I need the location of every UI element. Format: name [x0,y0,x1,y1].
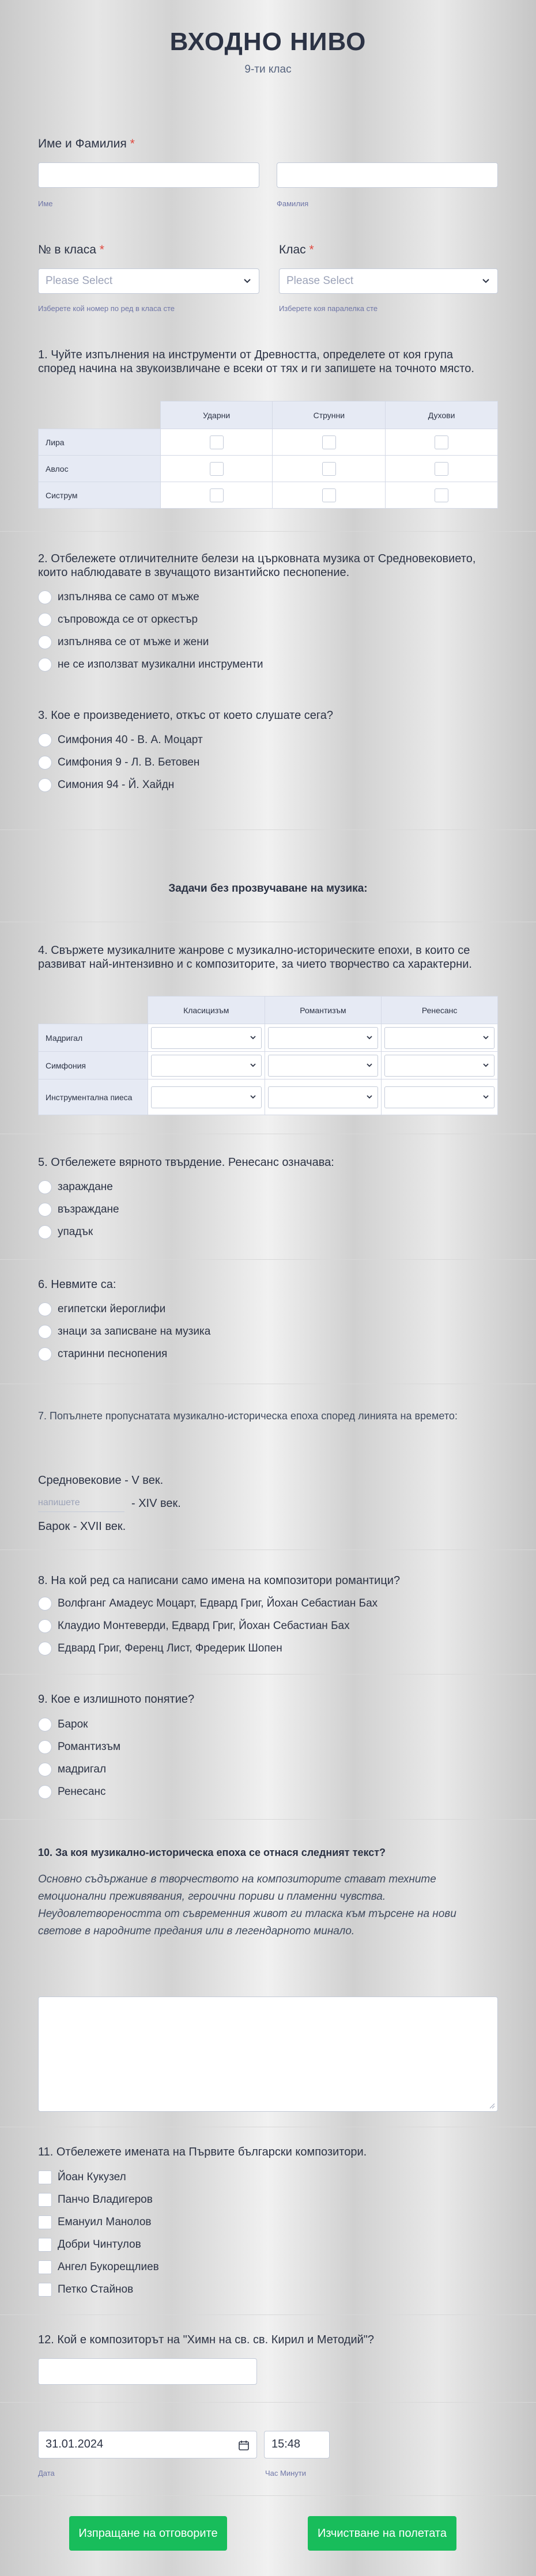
matrix-checkbox[interactable] [210,488,224,502]
matrix-dropdown[interactable] [268,1027,379,1049]
timeline-line-2-suffix: - XIV век. [131,1497,181,1510]
chevron-down-icon [243,276,252,285]
matrix-dropdown[interactable] [151,1055,262,1077]
checkbox[interactable] [38,2215,52,2229]
date-input[interactable]: 31.01.2024 [38,2431,257,2458]
radio-button[interactable] [38,1740,52,1754]
radio-button[interactable] [38,658,52,672]
matrix-row-header: Инструментална пиеса [39,1079,148,1115]
radio-button[interactable] [38,1597,52,1611]
time-input[interactable]: 15:48 [264,2431,330,2458]
section-divider [0,1259,536,1260]
radio-button[interactable] [38,1619,52,1633]
question-10-text: 10. За коя музикално-историческа епоха се отнася следният текст? [38,1847,386,1858]
checkbox[interactable] [38,2260,52,2274]
section-divider [0,2495,536,2496]
class-number-select[interactable]: Please Select [38,268,259,294]
chevron-down-icon [366,1062,373,1069]
question-11-text: 11. Отбележете имената на Първите български композитори. [38,2146,367,2158]
timeline-line-1: Средновековие - V век. [38,1474,164,1487]
radio-button[interactable] [38,1642,52,1656]
radio-button[interactable] [38,1325,52,1339]
submit-button[interactable]: Изпращане на отговорите [69,2516,227,2551]
matrix-checkbox[interactable] [435,488,448,502]
matrix-checkbox[interactable] [435,462,448,476]
chevron-down-icon [366,1093,373,1100]
matrix-column-header: Класицизъм [148,997,265,1024]
matrix-row-header: Систрум [39,482,161,509]
checkbox[interactable] [38,2193,52,2207]
checkbox[interactable] [38,2283,52,2297]
matrix-checkbox[interactable] [322,462,336,476]
matrix-checkbox[interactable] [210,435,224,449]
radio-option-label: мадригал [58,1763,107,1775]
matrix-column-header: Струнни [273,401,386,429]
matrix-row-header: Авлос [39,456,161,482]
radio-option-label: Романтизъм [58,1741,121,1753]
radio-option-label: зараждане [58,1181,113,1193]
question-7-text: 7. Попълнете пропуснатата музикално-историческа епоха според линията на времето: [38,1410,458,1422]
class-letter-sublabel: Изберете коя паралелка сте [279,304,378,313]
class-letter-label: Клас * [279,243,314,256]
checkbox-option-label: Панчо Владигеров [58,2194,153,2206]
class-letter-select[interactable]: Please Select [279,268,498,294]
calendar-icon[interactable] [238,2439,250,2451]
matrix-checkbox[interactable] [210,462,224,476]
checkbox-option-label: Добри Чинтулов [58,2238,141,2251]
radio-button[interactable] [38,613,52,627]
matrix-dropdown[interactable] [384,1027,495,1049]
radio-option-label: старинни песнопения [58,1348,168,1360]
section-divider [0,531,536,532]
section-heading: Задачи без прозвучаване на музика: [168,882,368,895]
section-divider [0,829,536,830]
radio-button[interactable] [38,1180,52,1194]
question-3-text: 3. Кое е произведението, откъс от което слушате сега? [38,709,333,722]
checkbox-option-label: Ангел Букорещлиев [58,2261,159,2273]
radio-option-label: изпълнява се от мъже и жени [58,636,209,648]
section-divider [0,2314,536,2315]
radio-option-label: знаци за записване на музика [58,1325,211,1338]
radio-option-label: съпровожда се от оркестър [58,613,198,626]
radio-button[interactable] [38,1718,52,1732]
checkbox-option-label: Емануил Манолов [58,2216,152,2228]
question-4-matrix [38,996,498,1115]
class-number-label: № в класа * [38,243,104,256]
matrix-column-header: Ударни [160,401,273,429]
radio-button[interactable] [38,1785,52,1799]
timeline-blank-input[interactable]: напишете [38,1494,124,1512]
radio-button[interactable] [38,1225,52,1239]
form-subtitle: 9-ти клас [244,63,292,75]
question-1-matrix [38,401,498,509]
radio-option-label: Едвард Григ, Ференц Лист, Фредерик Шопен [58,1642,282,1654]
class-number-sublabel: Изберете кой номер по ред в класа сте [38,304,175,313]
clear-button[interactable]: Изчистване на полетата [308,2516,456,2551]
date-sublabel: Дата [38,2469,55,2477]
section-divider [0,1674,536,1675]
question-1-text: 1. Чуйте изпълнения на инструменти от Древността, определете от коя група според начина на звукоизвличане е всеки от тях и ги запишете на точното място. [38,348,474,375]
chevron-down-icon [482,1093,489,1100]
radio-option-label: Клаудио Монтеверди, Едвард Григ, Йохан Себастиан Бах [58,1620,350,1632]
radio-option-label: египетски йероглифи [58,1303,166,1315]
radio-option-label: Симония 94 - Й. Хайдн [58,779,175,791]
timeline-line-3: Барок - XVII век. [38,1520,126,1533]
question-8-text: 8. На кой ред са написани само имена на композитори романтици? [38,1574,401,1587]
radio-option-label: възраждане [58,1203,119,1215]
radio-button[interactable] [38,756,52,770]
radio-button[interactable] [38,590,52,604]
matrix-row-header: Симфония [39,1052,148,1079]
resize-handle-icon[interactable] [489,2103,495,2109]
matrix-checkbox[interactable] [435,435,448,449]
question-5-text: 5. Отбележете вярното твърдение. Ренесанс означава: [38,1156,334,1169]
matrix-dropdown[interactable] [268,1055,379,1077]
first-name-sublabel: Име [38,199,53,208]
answer-textarea[interactable] [38,1997,498,2112]
matrix-dropdown[interactable] [384,1086,495,1108]
name-label: Име и Фамилия * [38,137,135,150]
radio-button[interactable] [38,1203,52,1217]
question-12-text: 12. Кой е композиторът на "Химн на св. св. Кирил и Методий"? [38,2333,375,2346]
chevron-down-icon [250,1093,256,1100]
section-divider [0,2402,536,2403]
checkbox[interactable] [38,2170,52,2184]
radio-option-label: изпълнява се само от мъже [58,591,199,603]
matrix-checkbox[interactable] [322,435,336,449]
radio-option-label: Барок [58,1718,88,1730]
matrix-dropdown[interactable] [151,1086,262,1108]
radio-option-label: Ренесанс [58,1786,106,1798]
chevron-down-icon [482,1034,489,1041]
radio-option-label: упадък [58,1226,93,1238]
checkbox[interactable] [38,2238,52,2252]
chevron-down-icon [482,1062,489,1069]
matrix-column-header: Духови [386,401,498,429]
first-name-input[interactable] [38,162,259,188]
matrix-column-header: Ренесанс [382,997,498,1024]
radio-option-label: Симфония 40 - В. А. Моцарт [58,734,203,746]
time-sublabel: Час Минути [265,2469,306,2477]
form-title: ВХОДНО НИВО [169,28,367,56]
question-10-quote: Основно съдържание в творчеството на композиторите стават техните емоционални преживявания, героични пориви и пламенни чувства. Неудовлетвореността от съвременния живот ги тласка към търсене на нови светове в народните предания или в легендарното минало. [38,1873,456,1937]
chevron-down-icon [366,1034,373,1041]
radio-option-label: Волфганг Амадеус Моцарт, Едвард Григ, Йохан Себастиан Бах [58,1597,378,1609]
radio-button[interactable] [38,635,52,649]
chevron-down-icon [481,276,490,285]
radio-option-label: не се използват музикални инструменти [58,658,263,670]
question-4-text: 4. Свържете музикалните жанрове с музикално-историческите епохи, в които се развиват най-интензивно и с композиторите, за чието творчество са характерни. [38,944,472,971]
radio-button[interactable] [38,1347,52,1361]
matrix-row-header: Лира [39,429,161,456]
matrix-checkbox[interactable] [322,488,336,502]
last-name-input[interactable] [277,162,498,188]
chevron-down-icon [250,1062,256,1069]
matrix-row-header: Мадригал [39,1024,148,1052]
question-6-text: 6. Невмите са: [38,1278,116,1291]
radio-button[interactable] [38,1763,52,1776]
matrix-dropdown[interactable] [151,1027,262,1049]
chevron-down-icon [250,1034,256,1041]
radio-button[interactable] [38,778,52,792]
radio-button[interactable] [38,733,52,747]
section-divider [0,1819,536,1820]
last-name-sublabel: Фамилия [277,199,309,208]
matrix-dropdown[interactable] [384,1055,495,1077]
checkbox-option-label: Йоан Кукузел [58,2171,126,2183]
radio-option-label: Симфония 9 - Л. В. Бетовен [58,756,200,768]
checkbox-option-label: Петко Стайнов [58,2283,134,2295]
radio-button[interactable] [38,1302,52,1316]
question-9-text: 9. Кое е излишното понятие? [38,1693,195,1706]
composer-answer-input[interactable] [38,2358,257,2385]
matrix-dropdown[interactable] [268,1086,379,1108]
matrix-column-header: Романтизъм [265,997,382,1024]
question-2-text: 2. Отбележете отличителните белези на църковната музика от Средновековието, които наблюдавате в звучащото византийско песнопение. [38,552,476,579]
